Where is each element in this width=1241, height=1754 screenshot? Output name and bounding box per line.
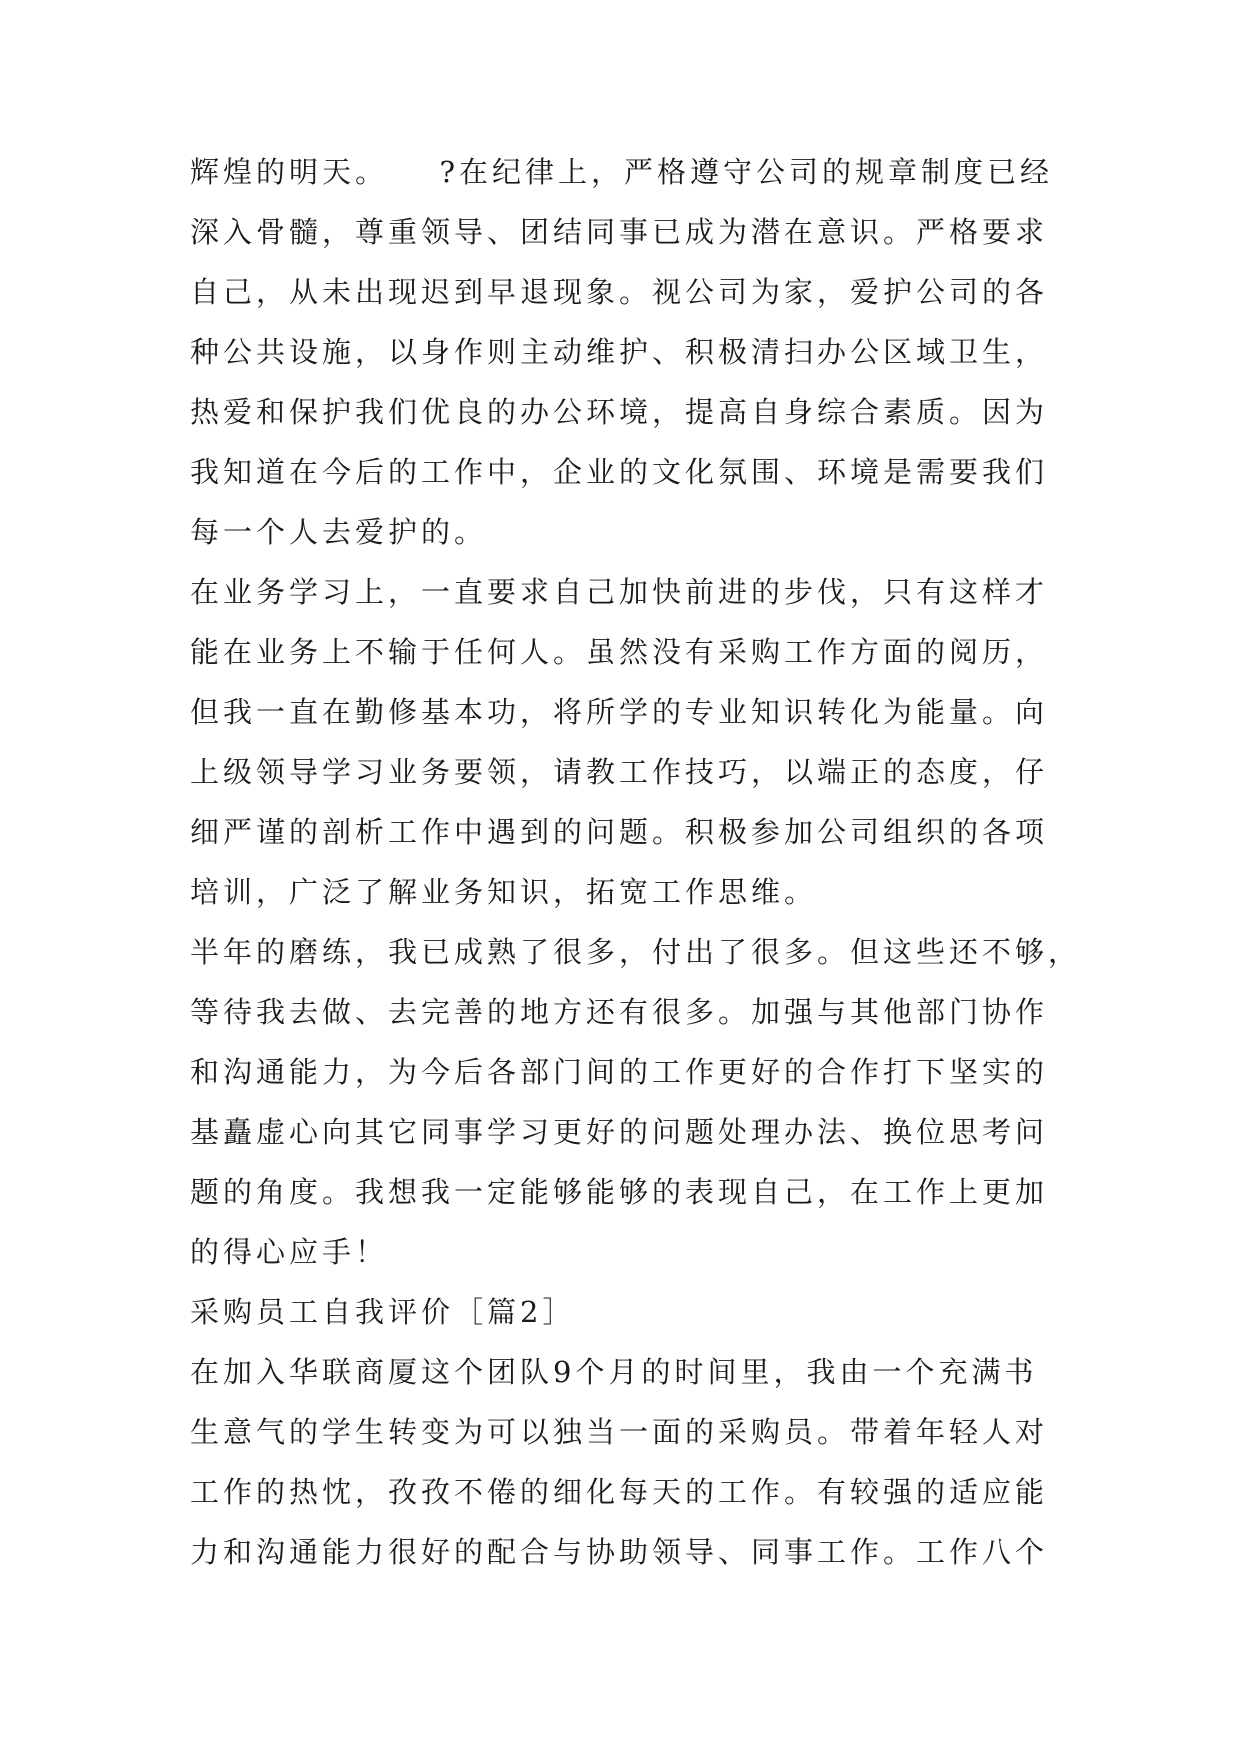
text-line: 自己，从未出现迟到早退现象。视公司为家，爱护公司的各 [190,275,1049,309]
text-line: 深入骨髓，尊重领导、团结同事已成为潜在意识。严格要求 [190,215,1049,249]
text-line: 等待我去做、去完善的地方还有很多。加强与其他部门协作 [190,995,1049,1029]
text-line: 种公共设施，以身作则主动维护、积极清扫办公区域卫生， [190,335,1049,369]
text-line: 热爱和保护我们优良的办公环境，提高自身综合素质。因为 [190,395,1049,429]
text-line: 在业务学习上，一直要求自己加快前进的步伐，只有这样才 [190,575,1049,609]
text-line: 但我一直在勤修基本功，将所学的专业知识转化为能量。向 [190,695,1049,729]
text-line: 培训，广泛了解业务知识，拓宽工作思维。 [190,875,818,909]
text-line: 辉煌的明天。 ?在纪律上，严格遵守公司的规章制度已经 [190,155,1054,189]
section-heading: 采购员工自我评价［篇2］ [190,1295,576,1329]
text-line: 能在业务上不输于任何人。虽然没有采购工作方面的阅历， [190,635,1049,669]
text-line: 和沟通能力，为今后各部门间的工作更好的合作打下坚实的 [190,1055,1049,1089]
text-line: 生意气的学生转变为可以独当一面的采购员。带着年轻人对 [190,1415,1049,1449]
text-line: 我知道在今后的工作中，企业的文化氛围、环境是需要我们 [190,455,1049,489]
text-line: 细严谨的剖析工作中遇到的问题。积极参加公司组织的各项 [190,815,1049,849]
text-line: 基矗虚心向其它同事学习更好的问题处理办法、换位思考问 [190,1115,1049,1149]
text-line: 在加入华联商厦这个团队9个月的时间里，我由一个充满书 [190,1355,1038,1389]
text-line: 工作的热忱，孜孜不倦的细化每天的工作。有较强的适应能 [190,1475,1049,1509]
text-line: 题的角度。我想我一定能够能够的表现自己，在工作上更加 [190,1175,1049,1209]
text-line: 上级领导学习业务要领，请教工作技巧，以端正的态度，仔 [190,755,1049,789]
text-line: 力和沟通能力很好的配合与协助领导、同事工作。工作八个 [190,1535,1049,1569]
text-line: 半年的磨练，我已成熟了很多，付出了很多。但这些还不够， [190,935,1082,969]
text-line: 每一个人去爱护的。 [190,515,488,549]
text-line: 的得心应手！ [190,1235,389,1269]
